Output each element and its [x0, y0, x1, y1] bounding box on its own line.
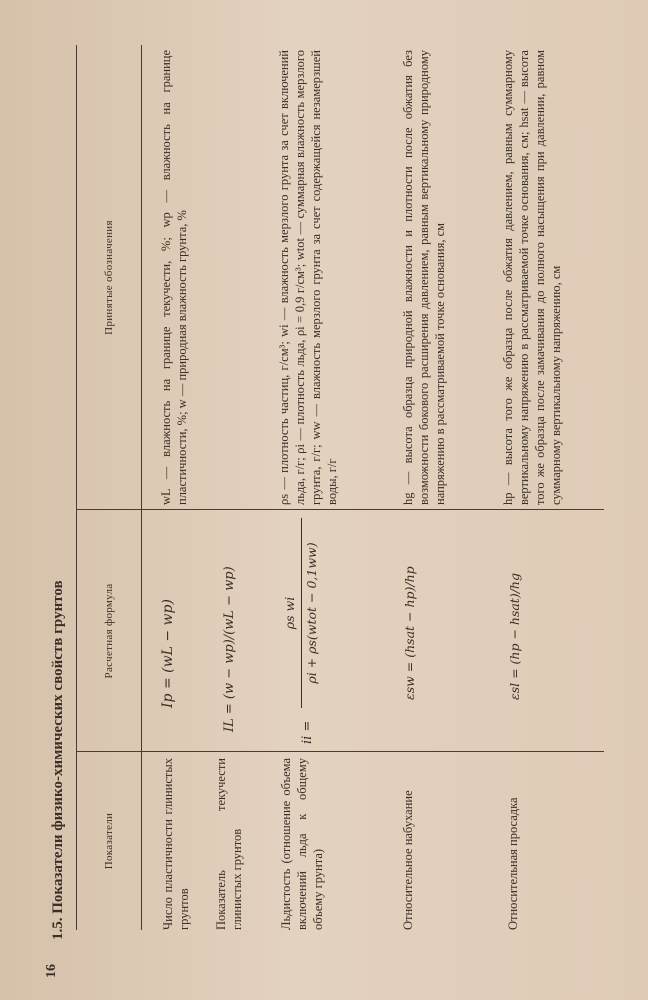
header-formula: Расчетная формула — [102, 583, 115, 679]
page-number: 16 — [44, 964, 59, 978]
row-ice-content-formula-lhs: ii = — [300, 720, 315, 744]
row-ice-content-formula-denominator: ρi + ρs(wtot − 0,1ww) — [304, 542, 319, 684]
row-liquidity-formula: IL = (w − wp)/(wL − wp) — [222, 566, 237, 732]
header-notation: Принятые обозначения — [102, 220, 115, 335]
header-indicator: Показатели — [102, 812, 115, 870]
row-liquidity-indicator: Показатель текучести глинистых грунтов — [214, 758, 244, 930]
column-divider-2 — [76, 509, 604, 510]
row-plasticity-formula: Ip = (wL − wp) — [160, 599, 176, 708]
row-subsidence-formula: εsl = (hp − hsat)/hg — [507, 573, 522, 700]
row-swelling-indicator: Относительное набухание — [401, 790, 415, 930]
row-plasticity-notation: wL — влажность на границе текучести, %; wp — влажность на границе пластичности, %; w — природная влажность грунта, % — [159, 50, 189, 505]
fraction-bar — [301, 518, 302, 708]
column-divider-1 — [76, 751, 604, 752]
row-ice-content-formula-numerator: ρs wi — [282, 596, 297, 630]
row-subsidence-indicator: Относительная просадка — [506, 797, 520, 930]
row-swelling-formula: εsw = (hsat − hp)/hp — [402, 566, 417, 700]
row-plasticity-indicator: Число пластичности глинистых грунтов — [161, 758, 191, 930]
row-subsidence-notation: hp — высота того же образца после обжатия давлением, равным суммарному вертикальному напряжению в рассматриваемой точке основания, см; hsat — высота того же образца после замачивания до полного насыщения при давлении, равном суммарному вертикальному напряжению, см — [501, 50, 563, 505]
row-ice-content-notation: ρs — плотность частиц, г/см³; wi — влажность мерзлого грунта за счет включений льда, г/г; ρi — плотность льда, ρi = 0,9 г/см³; wtot — суммарная влажность мерзлого грунта, г/г; ww — влажность мерзлого грунта за счет содержащейся незамерзшей воды, г/г — [277, 50, 339, 505]
header-bottom-rule — [141, 45, 142, 930]
table-caption: 1.5. Показатели физико-химических свойств грунтов — [50, 580, 66, 940]
row-swelling-notation: hg — высота образца природной влажности и плотности после обжатия без возможности бокового расширения давлением, равным вертикальному природному напряжению в рассматриваемой точке основания, см — [401, 50, 447, 505]
row-ice-content-indicator: Льдистость (отношение объема включений льда к общему объему грунта) — [279, 758, 325, 930]
